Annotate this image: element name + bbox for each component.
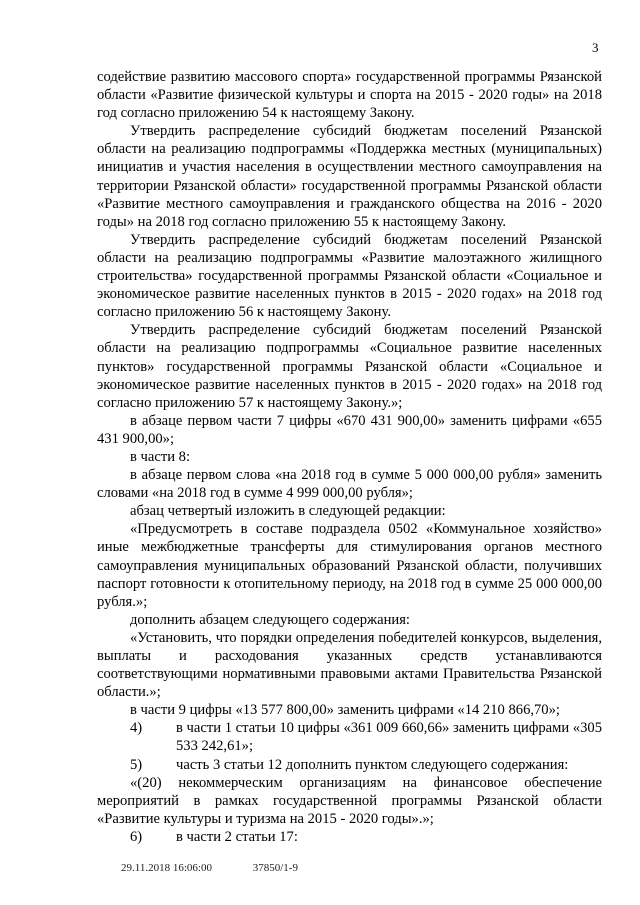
- footer-code: 37850/1-9: [252, 862, 298, 874]
- paragraph: Утвердить распределение субсидий бюджетам поселений Рязанской области на реализацию подпрограммы «Развитие малоэтажного жилищного строительства» государственной программы Рязанской области «Социальное и экономическое развитие населенных пунктов в 2015 - 2020 годах» на 2018 год согласно приложению 56 к настоящему Закону.: [97, 231, 602, 321]
- list-item-number: 6): [130, 828, 143, 845]
- paragraph: в части 9 цифры «13 577 800,00» заменить цифрами «14 210 866,70»;: [130, 702, 560, 719]
- paragraph: в части 8:: [130, 448, 191, 465]
- paragraph: в абзаце первом части 7 цифры «670 431 900,00» заменить цифрами «655 431 900,00»;: [97, 412, 602, 447]
- paragraph: содействие развитию массового спорта» государственной программы Рязанской области «Развитие физической культуры и спорта на 2015 - 2020 годы» на 2018 год согласно приложению 54 к настоящему Закону.: [97, 69, 602, 122]
- document-body: [97, 68, 602, 846]
- list-item: [97, 719, 602, 755]
- list-item-text: в части 2 статьи 17:: [176, 828, 298, 845]
- paragraph: «Установить, что порядки определения победителей конкурсов, выделения, выплаты и расходования указанных средств устанавливаются соответствующими нормативными правовыми актами Правительства Рязанской области.»;: [97, 629, 602, 701]
- paragraph: Утвердить распределение субсидий бюджетам поселений Рязанской области на реализацию подпрограммы «Поддержка местных (муниципальных) инициатив и участия населения в осуществлении местного самоуправления на территории Рязанской области» государственной программы Рязанской области «Развитие местного самоуправления и гражданского общества на 2016 - 2020 годы» на 2018 год согласно приложению 55 к настоящему Закону.: [97, 123, 602, 230]
- list-item-text: в части 1 статьи 10 цифры «361 009 660,66» заменить цифрами «305 533 242,61»;: [176, 720, 602, 755]
- paragraph: «Предусмотреть в составе подраздела 0502 «Коммунальное хозяйство» иные межбюджетные трансферты для стимулирования органов местного самоуправления муниципальных образований Рязанской области, получивших паспорт готовности к отопительному периоду, на 2018 год в сумме 25 000 000,00 рубля.»;: [97, 521, 602, 610]
- paragraph: «(20) некоммерческим организациям на финансовое обеспечение мероприятий в рамках государственной программы Рязанской области «Развитие культуры и туризма на 2015 - 2020 годы».»;: [97, 774, 602, 827]
- list-item-number: 5): [130, 756, 143, 773]
- paragraph: дополнить абзацем следующего содержания:: [130, 611, 410, 628]
- footer-timestamp: 29.11.2018 16:06:00: [121, 862, 212, 874]
- list-item-text: часть 3 статьи 12 дополнить пунктом следующего содержания:: [176, 756, 569, 773]
- list-item: [97, 828, 602, 846]
- paragraph: абзац четвертый изложить в следующей редакции:: [130, 503, 446, 520]
- page-number: 3: [592, 40, 599, 55]
- list-item-number: 4): [130, 720, 143, 737]
- document-footer: [121, 862, 298, 875]
- paragraph: в абзаце первом слова «на 2018 год в сумме 5 000 000,00 рубля» заменить словами «на 2018 год в сумме 4 999 000,00 рубля»;: [97, 467, 602, 502]
- list-item: [97, 756, 602, 774]
- paragraph: Утвердить распределение субсидий бюджетам поселений Рязанской области на реализацию подпрограммы «Социальное развитие населенных пунктов» государственной программы Рязанской области «Социальное и экономическое развитие населенных пунктов в 2015 - 2020 годах» на 2018 год согласно приложению 57 к настоящему Закону.»;: [97, 322, 602, 411]
